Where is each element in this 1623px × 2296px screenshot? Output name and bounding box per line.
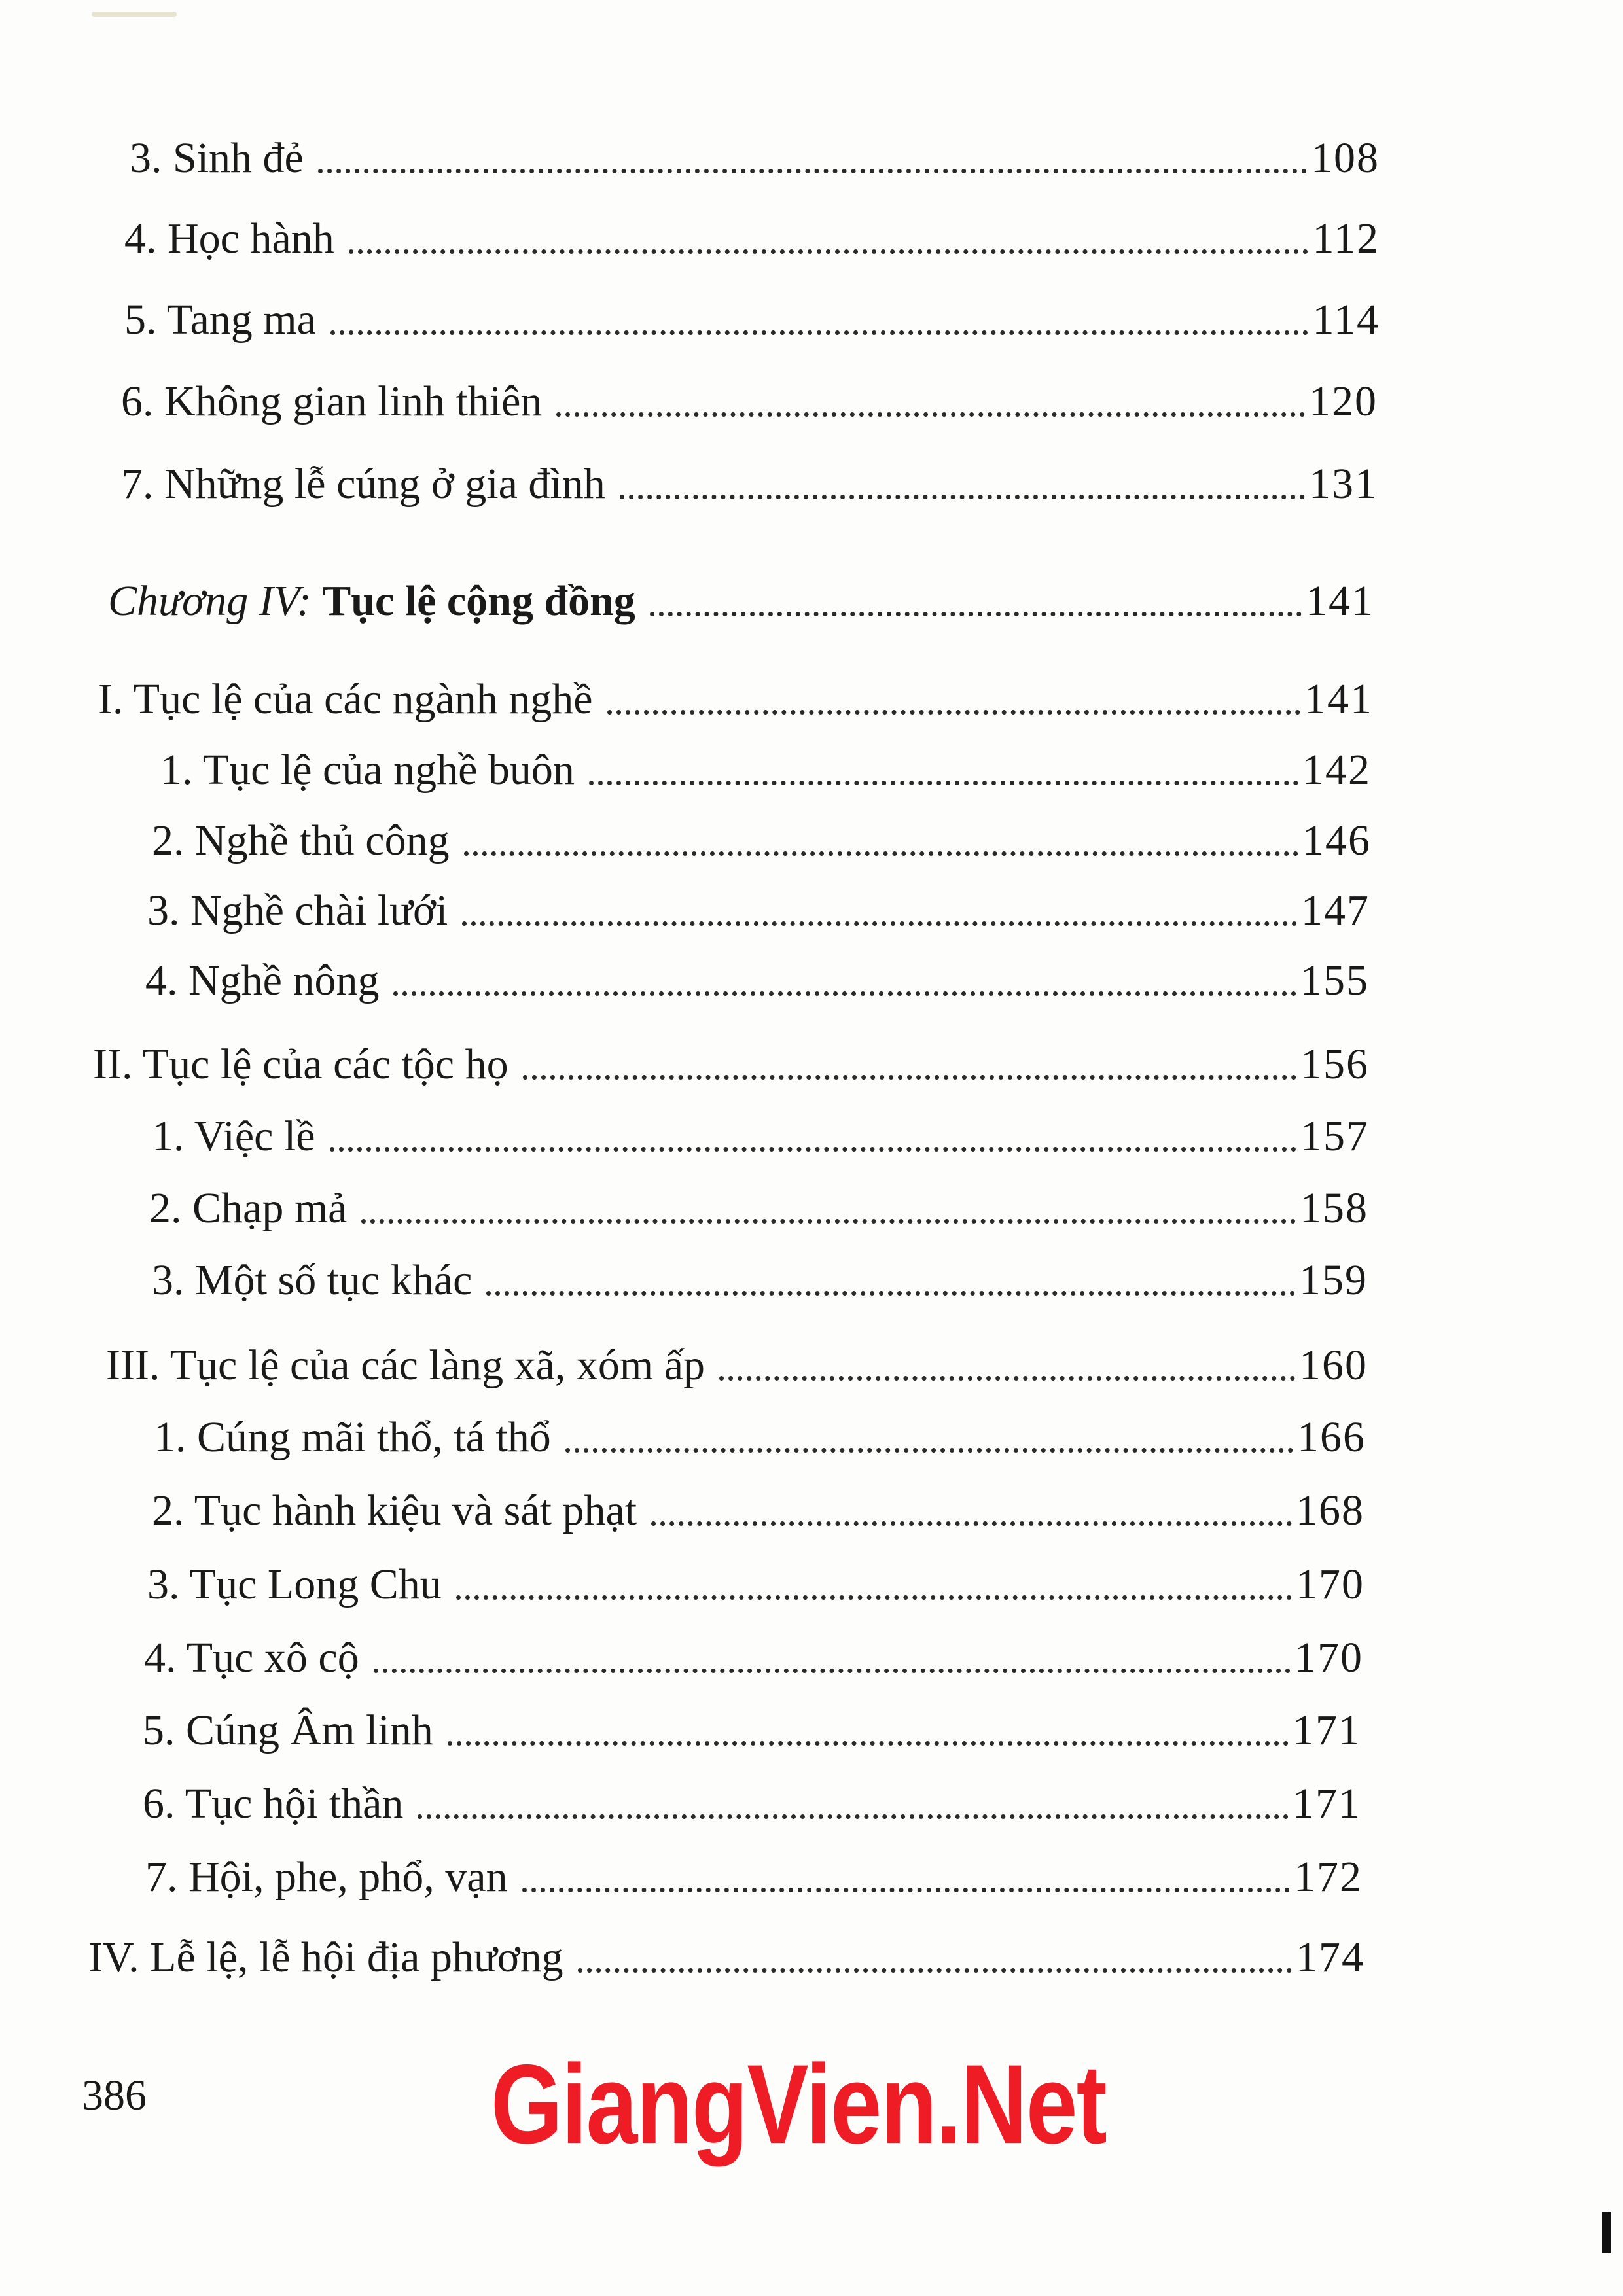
toc-entry-label: 5. Cúng Âm linh [143,1706,433,1754]
toc-entry-label: 1. Tục lệ của nghề buôn [160,746,575,794]
toc-entry-label: 3. Sinh đẻ [130,134,304,182]
toc-entry [93,1034,1369,1086]
toc-entry-label: 4. Học hành [124,215,334,262]
toc-entry-label: 6. Không gian linh thiên [121,378,543,425]
toc-entry-page: 170 [1294,1634,1363,1682]
toc-entry-label: 7. Hội, phe, phổ, vạn [145,1853,508,1901]
toc-entry-label: 7. Những lễ cúng ở gia đình [121,460,605,508]
toc-entry-page: 170 [1296,1561,1364,1608]
dot-leader [374,1669,1291,1673]
toc-entry-page: 157 [1300,1112,1369,1160]
toc-entry-page: 120 [1309,378,1378,425]
toc-entry [152,1106,1369,1158]
chapter-name: Tục lệ cộng đồng [322,577,635,625]
toc-entry-label: 1. Cúng mãi thổ, tá thổ [154,1413,551,1461]
toc-entry [144,1627,1363,1680]
toc-entry [160,739,1371,792]
toc-entry-label: 3. Tục Long Chu [147,1561,442,1608]
dot-leader [565,1448,1293,1453]
toc-entry-label: 3. Nghề chài lưới [147,887,448,934]
dot-leader [349,249,1309,254]
dot-leader [719,1376,1295,1381]
toc-entry-page: 166 [1297,1413,1366,1461]
toc-chapter-heading [108,571,1374,623]
dot-leader [330,1147,1296,1152]
dot-leader [523,1075,1296,1080]
toc-entry-label: 2. Nghề thủ công [152,817,450,864]
toc-entry [149,1178,1368,1230]
toc-entry-page: 158 [1300,1184,1368,1232]
page-number: 386 [82,2072,147,2119]
toc-entry-page: 141 [1306,577,1374,625]
toc-entry-label: II. Tục lệ của các tộc họ [93,1040,508,1088]
toc-entry [98,669,1373,721]
toc-entry-page: 112 [1312,215,1380,262]
dot-leader [650,612,1302,616]
dot-leader [464,851,1298,856]
toc-entry-page: 172 [1294,1853,1363,1901]
toc-entry [121,371,1378,423]
toc-entry-page: 108 [1311,134,1380,182]
toc-entry-page: 171 [1293,1706,1361,1754]
toc-entry-label: 4. Nghề nông [145,957,380,1004]
toc-entry-label: 3. Một số tục khác [152,1256,473,1304]
toc-entry [121,453,1378,506]
toc-entry [88,1927,1364,1979]
toc-entry-label: 4. Tục xô cộ [144,1634,359,1682]
toc-entry [145,1846,1363,1899]
scan-edge-mark [1602,2212,1611,2253]
toc-entry-page: 146 [1302,817,1371,864]
toc-entry [152,810,1371,862]
toc-entry [106,1335,1368,1387]
dot-leader [620,495,1305,499]
toc-entry-page: 131 [1309,460,1378,508]
toc-entry-page: 114 [1312,296,1380,344]
toc-entry-label: 1. Việc lề [152,1112,315,1160]
toc-entry-page: 142 [1302,746,1371,794]
toc-entry-label: 5. Tang ma [124,296,316,344]
toc-entry-page: 155 [1300,957,1369,1004]
scan-mark [92,12,177,17]
toc-entry [130,128,1380,180]
dot-leader [318,169,1307,173]
toc-entry [143,1773,1361,1826]
dot-leader [361,1219,1296,1224]
toc-entry-page: 168 [1296,1487,1364,1534]
dot-leader [607,710,1300,715]
chapter-title [108,577,635,625]
toc-entry [124,208,1380,260]
dot-leader [556,412,1305,417]
dot-leader [393,991,1296,996]
toc-entry-page: 156 [1300,1040,1369,1088]
toc-entry-page: 147 [1301,887,1370,934]
toc-entry [147,880,1370,932]
dot-leader [418,1814,1289,1819]
dot-leader [651,1521,1292,1526]
toc-entry [147,1554,1364,1606]
toc-entry-page: 171 [1293,1780,1361,1828]
toc-entry-label: 2. Tục hành kiệu và sát phạt [152,1487,637,1534]
toc-entry-label: 2. Chạp mả [149,1184,348,1232]
toc-entry [152,1250,1368,1302]
toc-entry [152,1480,1364,1532]
dot-leader [330,330,1308,335]
dot-leader [578,1968,1292,1973]
toc-entry [124,289,1380,342]
toc-entry-page: 159 [1299,1256,1368,1304]
dot-leader [462,921,1297,926]
dot-leader [486,1291,1295,1296]
toc-entry-label: 6. Tục hội thần [143,1780,404,1828]
toc-entry [145,950,1369,1002]
toc-entry-page: 174 [1296,1934,1364,1981]
dot-leader [589,781,1298,785]
toc-entry-label: I. Tục lệ của các ngành nghề [98,675,593,723]
chapter-number: Chương IV: [108,577,312,625]
toc-entry-page: 160 [1299,1341,1368,1389]
toc-entry [143,1700,1361,1752]
toc-entry-page: 141 [1304,675,1373,723]
toc-entry [154,1407,1366,1459]
toc-entry-label: III. Tục lệ của các làng xã, xóm ấp [106,1341,705,1389]
dot-leader [522,1888,1290,1892]
toc-entry-label: IV. Lễ lệ, lễ hội địa phương [88,1934,563,1981]
watermark-logo: GiangVien.Net [491,2041,1107,2167]
dot-leader [456,1595,1292,1600]
dot-leader [448,1741,1289,1746]
